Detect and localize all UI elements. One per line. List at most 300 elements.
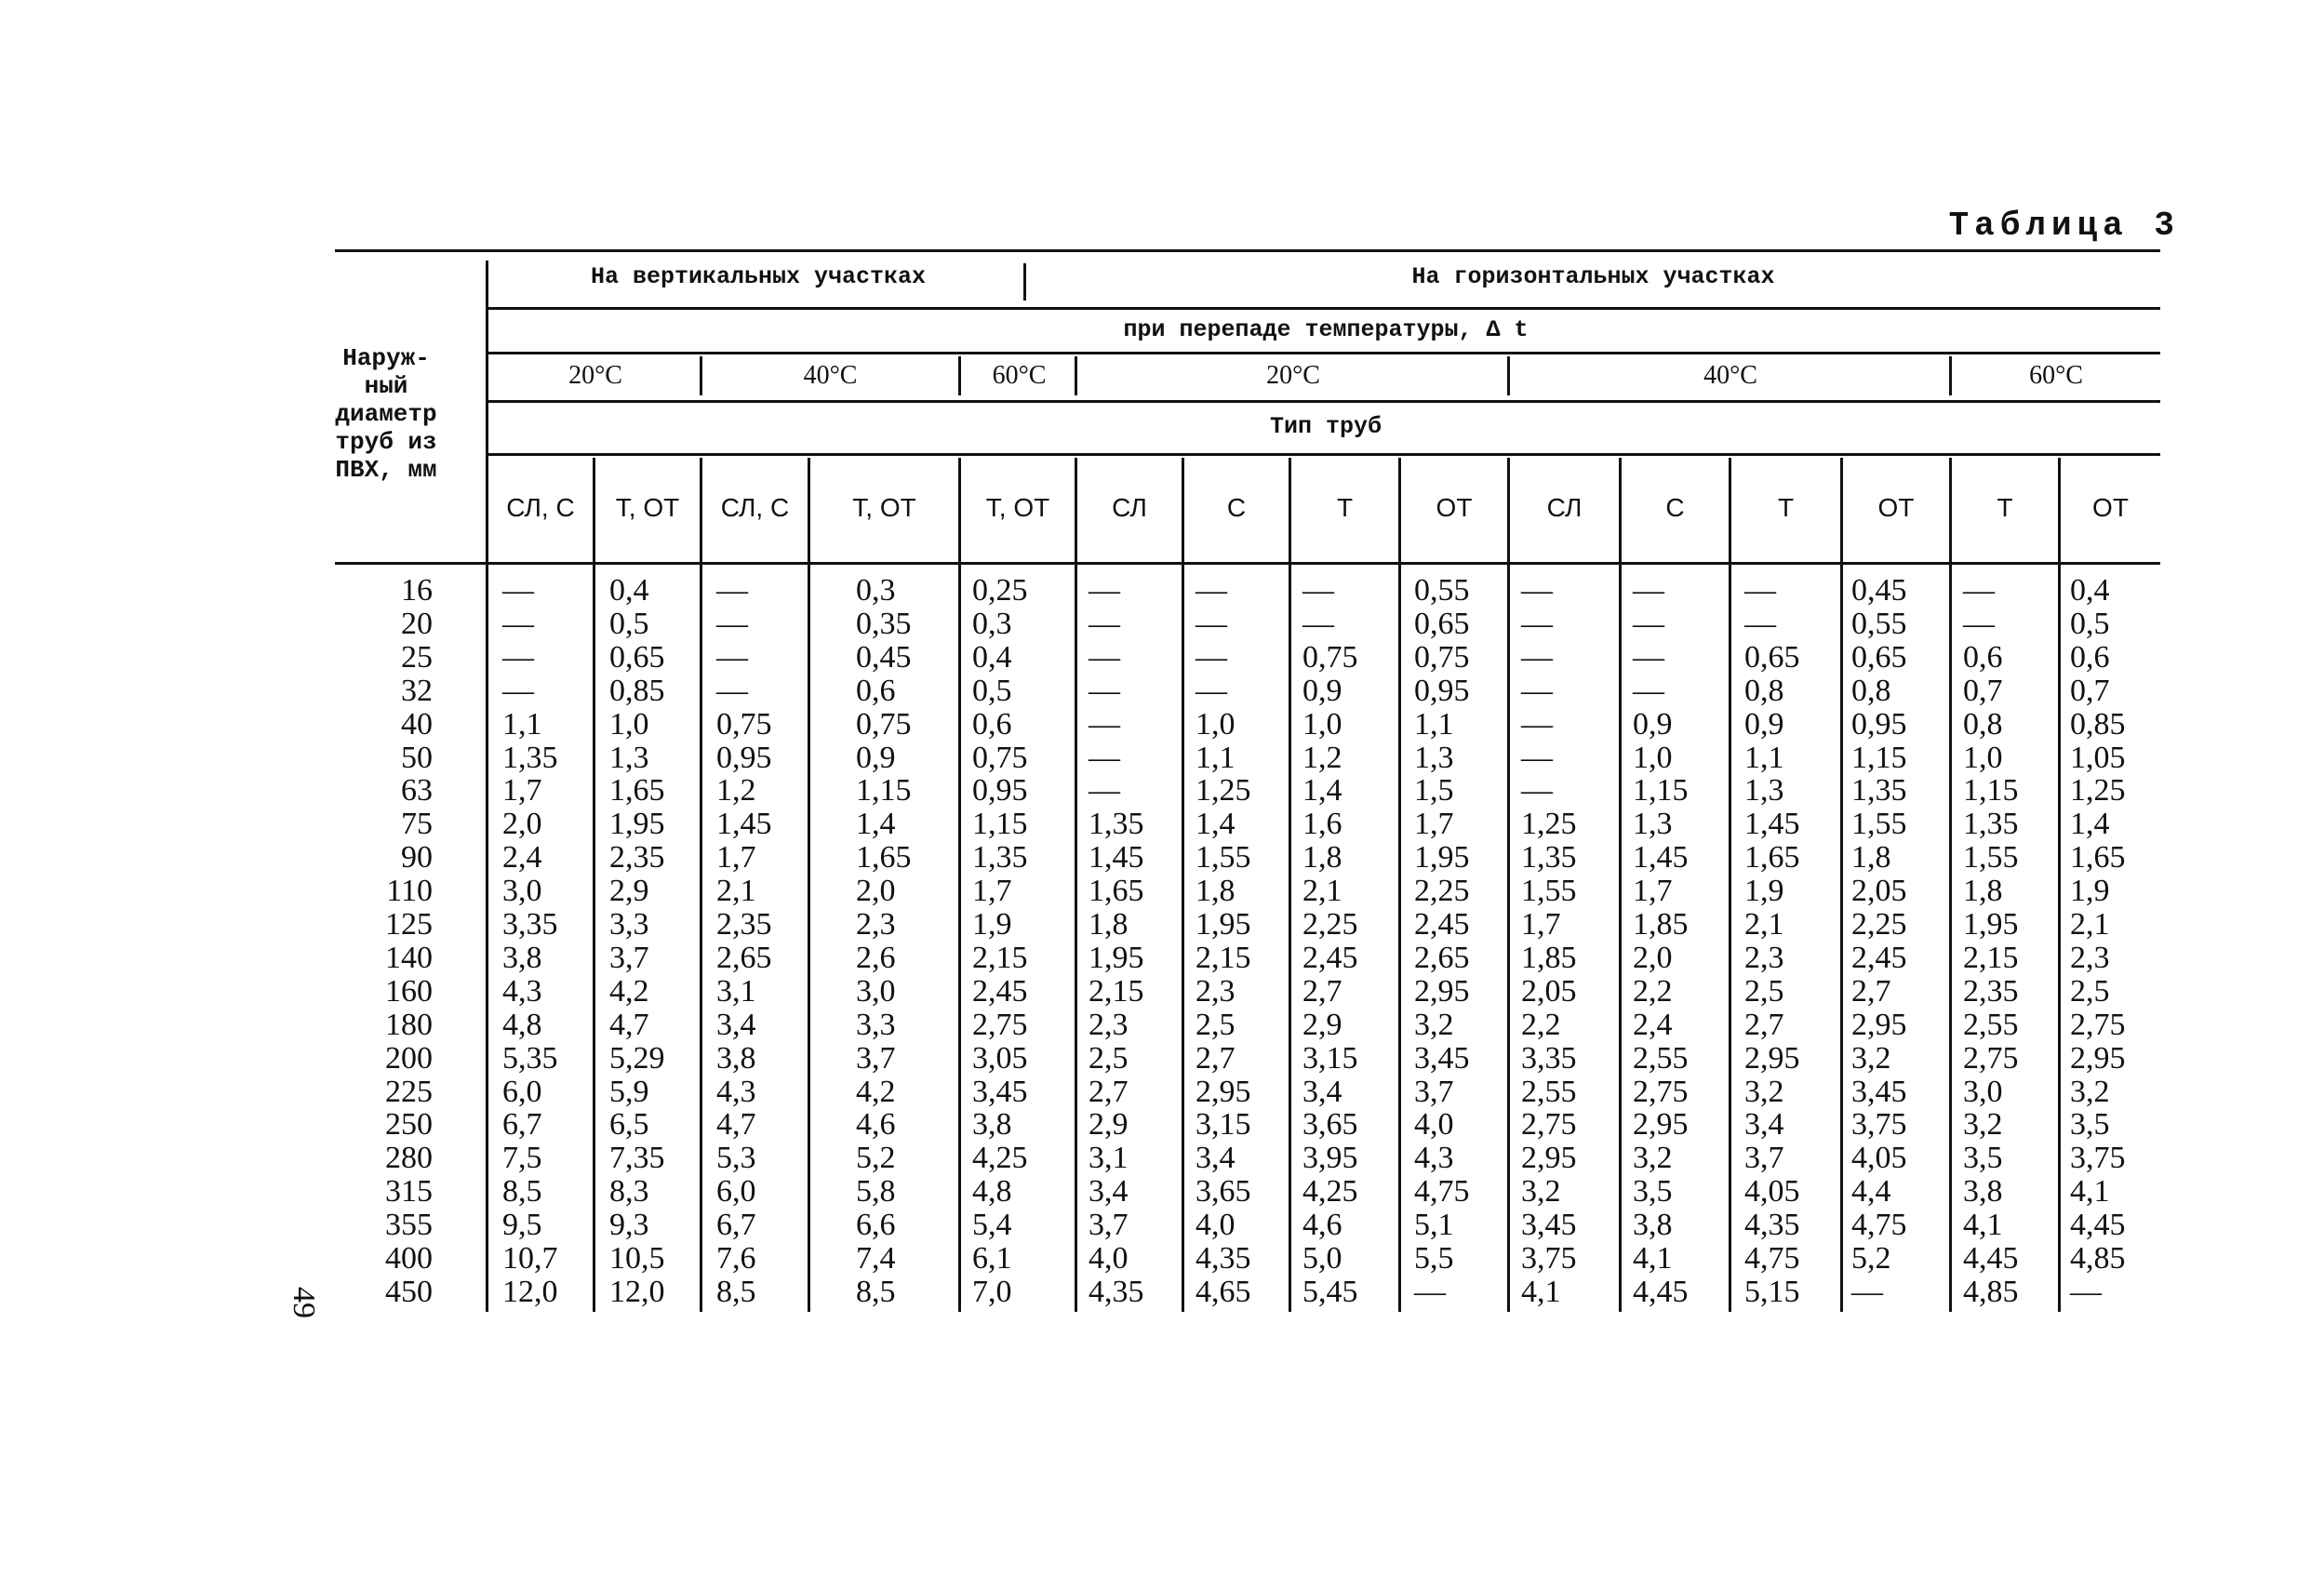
value-cell: — xyxy=(1633,606,1664,641)
table-row xyxy=(0,1108,2324,1142)
temp-header: 60°C xyxy=(992,361,1047,390)
value-cell: 3,5 xyxy=(2070,1107,2110,1143)
value-cell: 0,9 xyxy=(856,740,896,775)
value-cell: 1,35 xyxy=(502,740,558,775)
diameter-cell: 315 xyxy=(385,1174,433,1209)
value-cell: 2,45 xyxy=(1302,940,1358,975)
stub-header xyxy=(316,344,456,484)
value-cell: 6,1 xyxy=(972,1241,1012,1276)
value-cell: 2,55 xyxy=(1521,1074,1577,1109)
value-cell: 2,9 xyxy=(1302,1007,1342,1042)
table-row xyxy=(0,942,2324,975)
value-cell: 5,5 xyxy=(1414,1241,1454,1276)
value-cell: — xyxy=(1521,573,1553,608)
table-row xyxy=(0,608,2324,641)
value-cell: 2,0 xyxy=(856,874,896,909)
value-cell: — xyxy=(1089,740,1120,775)
value-cell: 0,8 xyxy=(1851,673,1891,708)
value-cell: 0,95 xyxy=(1851,706,1907,742)
column-header: Т xyxy=(1777,493,1795,522)
pipe-type-header: Тип труб xyxy=(1269,413,1382,440)
value-cell: 0,55 xyxy=(1414,573,1470,608)
value-cell: 1,3 xyxy=(1744,773,1784,809)
value-cell: 0,45 xyxy=(1851,573,1907,608)
value-cell: 3,45 xyxy=(972,1074,1028,1109)
value-cell: 5,15 xyxy=(1744,1274,1800,1309)
temperature-difference-header: при перепаде температуры, Δ t xyxy=(1123,316,1529,343)
value-cell: 5,2 xyxy=(1851,1241,1891,1276)
value-cell: 1,15 xyxy=(972,807,1028,842)
column-header: ОТ xyxy=(1436,493,1473,522)
column-header: Т xyxy=(1997,493,2013,522)
header-divider xyxy=(1023,263,1026,301)
diameter-cell: 180 xyxy=(385,1007,433,1042)
value-cell: 2,75 xyxy=(1633,1074,1689,1109)
value-cell: 5,29 xyxy=(609,1040,665,1076)
value-cell: 0,6 xyxy=(856,673,896,708)
value-cell: 3,8 xyxy=(972,1107,1012,1143)
value-cell: 0,6 xyxy=(2070,639,2110,675)
header-divider xyxy=(958,356,961,395)
value-cell: 1,45 xyxy=(1633,840,1689,875)
value-cell: 6,7 xyxy=(502,1107,542,1143)
value-cell: 3,7 xyxy=(1744,1141,1784,1176)
header-divider xyxy=(1075,356,1077,395)
table-row xyxy=(0,1142,2324,1175)
value-cell: 2,4 xyxy=(502,840,542,875)
value-cell: 2,7 xyxy=(1089,1074,1129,1109)
value-cell: — xyxy=(1195,573,1227,608)
value-cell: 1,0 xyxy=(1302,706,1342,742)
stub-header-line: ПВХ, мм xyxy=(335,456,437,484)
value-cell: 3,05 xyxy=(972,1040,1028,1076)
value-cell: 1,65 xyxy=(2070,840,2126,875)
value-cell: 0,8 xyxy=(1963,706,2003,742)
value-cell: 4,3 xyxy=(502,973,542,1009)
value-cell: 2,7 xyxy=(1195,1040,1235,1076)
value-cell: 1,4 xyxy=(856,807,896,842)
value-cell: 2,75 xyxy=(972,1007,1028,1042)
column-header: Т, ОТ xyxy=(985,493,1050,522)
value-cell: 0,9 xyxy=(1744,706,1784,742)
value-cell: 3,4 xyxy=(1089,1174,1129,1209)
value-cell: 2,3 xyxy=(1744,940,1784,975)
value-cell: 1,3 xyxy=(609,740,649,775)
value-cell: 5,0 xyxy=(1302,1241,1342,1276)
value-cell: 0,3 xyxy=(856,573,896,608)
value-cell: 2,15 xyxy=(1963,940,2019,975)
diameter-cell: 200 xyxy=(385,1040,433,1076)
value-cell: 1,95 xyxy=(1414,840,1470,875)
diameter-cell: 40 xyxy=(401,706,433,742)
table-row xyxy=(0,1009,2324,1042)
table-row xyxy=(0,774,2324,808)
value-cell: 4,75 xyxy=(1744,1241,1800,1276)
value-cell: 3,15 xyxy=(1195,1107,1251,1143)
value-cell: — xyxy=(716,606,748,641)
table-row xyxy=(0,1276,2324,1309)
value-cell: 0,35 xyxy=(856,606,912,641)
value-cell: 2,95 xyxy=(1414,973,1470,1009)
value-cell: 1,0 xyxy=(1195,706,1235,742)
value-cell: 4,05 xyxy=(1851,1141,1907,1176)
value-cell: 2,45 xyxy=(1414,907,1470,942)
header-rule-4 xyxy=(488,453,2160,456)
value-cell: 9,5 xyxy=(502,1208,542,1243)
value-cell: 0,9 xyxy=(1633,706,1673,742)
value-cell: 3,75 xyxy=(1521,1241,1577,1276)
value-cell: 1,65 xyxy=(856,840,912,875)
value-cell: 2,1 xyxy=(716,874,756,909)
value-cell: 6,5 xyxy=(609,1107,649,1143)
value-cell: 0,7 xyxy=(2070,673,2110,708)
value-cell: 2,95 xyxy=(2070,1040,2126,1076)
value-cell: 2,3 xyxy=(856,907,896,942)
table-row xyxy=(0,641,2324,675)
value-cell: 1,4 xyxy=(1195,807,1235,842)
value-cell: 3,1 xyxy=(716,973,756,1009)
value-cell: 1,7 xyxy=(1414,807,1454,842)
value-cell: 2,95 xyxy=(1633,1107,1689,1143)
value-cell: 2,05 xyxy=(1851,874,1907,909)
diameter-cell: 110 xyxy=(386,874,433,909)
value-cell: — xyxy=(1195,673,1227,708)
value-cell: 1,55 xyxy=(1851,807,1907,842)
value-cell: 7,0 xyxy=(972,1274,1012,1309)
temp-header: 20°C xyxy=(568,361,622,390)
page-number: 49 xyxy=(287,1287,321,1318)
value-cell: 4,85 xyxy=(2070,1241,2126,1276)
value-cell: 8,3 xyxy=(609,1174,649,1209)
value-cell: 0,25 xyxy=(972,573,1028,608)
value-cell: 2,9 xyxy=(1089,1107,1129,1143)
value-cell: 3,3 xyxy=(609,907,649,942)
diameter-cell: 160 xyxy=(385,973,433,1009)
value-cell: 2,75 xyxy=(1521,1107,1577,1143)
value-cell: — xyxy=(1521,673,1553,708)
horizontal-sections-header: На горизонтальных участках xyxy=(1411,263,1775,290)
value-cell: 0,9 xyxy=(1302,673,1342,708)
value-cell: 0,6 xyxy=(972,706,1012,742)
value-cell: 5,9 xyxy=(609,1074,649,1109)
value-cell: 3,3 xyxy=(856,1007,896,1042)
header-rule-3 xyxy=(488,400,2160,403)
value-cell: 2,5 xyxy=(1089,1040,1129,1076)
value-cell: 0,75 xyxy=(1414,639,1470,675)
value-cell: 0,85 xyxy=(2070,706,2126,742)
value-cell: — xyxy=(1521,740,1553,775)
header-rule-1 xyxy=(488,307,2160,310)
value-cell: 7,4 xyxy=(856,1241,896,1276)
value-cell: 2,3 xyxy=(1089,1007,1129,1042)
table-row xyxy=(0,1242,2324,1276)
value-cell: 3,4 xyxy=(716,1007,756,1042)
value-cell: — xyxy=(1302,573,1334,608)
value-cell: — xyxy=(1089,606,1120,641)
value-cell: 2,65 xyxy=(1414,940,1470,975)
column-header: Т xyxy=(1336,493,1354,522)
value-cell: 2,95 xyxy=(1744,1040,1800,1076)
value-cell: 0,95 xyxy=(1414,673,1470,708)
value-cell: 4,0 xyxy=(1089,1241,1129,1276)
value-cell: — xyxy=(716,673,748,708)
value-cell: 7,35 xyxy=(609,1141,665,1176)
value-cell: 2,15 xyxy=(1089,973,1144,1009)
value-cell: 5,3 xyxy=(716,1141,756,1176)
value-cell: 2,05 xyxy=(1521,973,1577,1009)
stub-header-line: труб из xyxy=(335,428,437,456)
value-cell: — xyxy=(1521,606,1553,641)
value-cell: 2,0 xyxy=(502,807,542,842)
value-cell: 0,5 xyxy=(2070,606,2110,641)
value-cell: 8,5 xyxy=(716,1274,756,1309)
value-cell: 3,75 xyxy=(1851,1107,1907,1143)
value-cell: — xyxy=(1521,706,1553,742)
value-cell: 1,1 xyxy=(1414,706,1454,742)
diameter-cell: 90 xyxy=(401,840,433,875)
value-cell: 3,0 xyxy=(1963,1074,2003,1109)
value-cell: 1,8 xyxy=(1302,840,1342,875)
value-cell: — xyxy=(502,573,534,608)
column-header: С xyxy=(1665,493,1685,522)
value-cell: 5,45 xyxy=(1302,1274,1358,1309)
value-cell: 4,75 xyxy=(1851,1208,1907,1243)
value-cell: 1,1 xyxy=(1195,740,1235,775)
value-cell: 4,45 xyxy=(2070,1208,2126,1243)
value-cell: 3,8 xyxy=(1963,1174,2003,1209)
value-cell: 0,75 xyxy=(972,740,1028,775)
value-cell: 3,2 xyxy=(1521,1174,1561,1209)
value-cell: 0,45 xyxy=(856,639,912,675)
value-cell: 5,4 xyxy=(972,1208,1012,1243)
value-cell: 7,6 xyxy=(716,1241,756,1276)
value-cell: 10,7 xyxy=(502,1241,558,1276)
value-cell: 2,45 xyxy=(1851,940,1907,975)
value-cell: 3,2 xyxy=(2070,1074,2110,1109)
value-cell: 2,35 xyxy=(609,840,665,875)
value-cell: 2,9 xyxy=(609,874,649,909)
value-cell: 1,25 xyxy=(1521,807,1577,842)
value-cell: — xyxy=(716,639,748,675)
value-cell: — xyxy=(1089,639,1120,675)
value-cell: 2,7 xyxy=(1744,1007,1784,1042)
column-header: СЛ, С xyxy=(720,493,790,522)
value-cell: 1,0 xyxy=(1633,740,1673,775)
table-row xyxy=(0,1042,2324,1076)
value-cell: 3,7 xyxy=(1089,1208,1129,1243)
value-cell: 3,8 xyxy=(716,1040,756,1076)
value-cell: 0,95 xyxy=(716,740,772,775)
header-bottom-rule xyxy=(335,562,2160,565)
value-cell: 7,5 xyxy=(502,1141,542,1176)
value-cell: 2,2 xyxy=(1521,1007,1561,1042)
table-title: Таблица 3 xyxy=(1948,207,2180,245)
value-cell: 0,75 xyxy=(856,706,912,742)
value-cell: 0,55 xyxy=(1851,606,1907,641)
value-cell: 1,8 xyxy=(1089,907,1129,942)
value-cell: 1,35 xyxy=(1089,807,1144,842)
value-cell: 1,0 xyxy=(609,706,649,742)
value-cell: 1,8 xyxy=(1963,874,2003,909)
value-cell: 2,75 xyxy=(1963,1040,2019,1076)
value-cell: — xyxy=(502,639,534,675)
value-cell: 3,2 xyxy=(1414,1007,1454,1042)
value-cell: 2,75 xyxy=(2070,1007,2126,1042)
value-cell: — xyxy=(1414,1274,1446,1309)
value-cell: 2,1 xyxy=(1302,874,1342,909)
value-cell: 6,7 xyxy=(716,1208,756,1243)
value-cell: 2,95 xyxy=(1851,1007,1907,1042)
table-row xyxy=(0,1175,2324,1209)
value-cell: 3,2 xyxy=(1963,1107,2003,1143)
value-cell: 2,1 xyxy=(2070,907,2110,942)
value-cell: 2,5 xyxy=(1744,973,1784,1009)
value-cell: 4,8 xyxy=(972,1174,1012,1209)
diameter-cell: 355 xyxy=(385,1208,433,1243)
diameter-cell: 280 xyxy=(385,1141,433,1176)
table-row xyxy=(0,708,2324,742)
value-cell: 1,9 xyxy=(2070,874,2110,909)
value-cell: 4,4 xyxy=(1851,1174,1891,1209)
value-cell: 0,6 xyxy=(1963,639,2003,675)
value-cell: 5,1 xyxy=(1414,1208,1454,1243)
value-cell: — xyxy=(1851,1274,1883,1309)
value-cell: 8,5 xyxy=(502,1174,542,1209)
value-cell: 0,7 xyxy=(1963,673,2003,708)
value-cell: 4,35 xyxy=(1195,1241,1251,1276)
value-cell: 2,5 xyxy=(1195,1007,1235,1042)
value-cell: 8,5 xyxy=(856,1274,896,1309)
value-cell: 0,8 xyxy=(1744,673,1784,708)
table-row xyxy=(0,675,2324,708)
value-cell: 1,55 xyxy=(1195,840,1251,875)
value-cell: 0,75 xyxy=(1302,639,1358,675)
value-cell: 2,55 xyxy=(1633,1040,1689,1076)
value-cell: 2,45 xyxy=(972,973,1028,1009)
value-cell: 1,8 xyxy=(1851,840,1891,875)
value-cell: 2,25 xyxy=(1851,907,1907,942)
temp-header: 40°C xyxy=(1703,361,1757,390)
value-cell: 1,95 xyxy=(1089,940,1144,975)
value-cell: — xyxy=(1633,673,1664,708)
table-row xyxy=(0,875,2324,908)
value-cell: 1,45 xyxy=(716,807,772,842)
value-cell: 3,8 xyxy=(502,940,542,975)
value-cell: 1,9 xyxy=(1744,874,1784,909)
value-cell: 4,8 xyxy=(502,1007,542,1042)
vertical-sections-header: На вертикальных участках xyxy=(590,263,927,290)
value-cell: 3,1 xyxy=(1089,1141,1129,1176)
column-header: Т, ОТ xyxy=(615,493,680,522)
value-cell: 1,15 xyxy=(1633,773,1689,809)
value-cell: 2,35 xyxy=(1963,973,2019,1009)
value-cell: 2,4 xyxy=(1633,1007,1673,1042)
column-header: СЛ xyxy=(1112,493,1147,522)
header-divider xyxy=(1507,356,1510,395)
temp-header: 40°C xyxy=(803,361,858,390)
value-cell: 1,55 xyxy=(1963,840,2019,875)
value-cell: 3,4 xyxy=(1195,1141,1235,1176)
value-cell: 4,3 xyxy=(1414,1141,1454,1176)
value-cell: 0,4 xyxy=(2070,573,2110,608)
value-cell: 1,65 xyxy=(1744,840,1800,875)
value-cell: 4,25 xyxy=(972,1141,1028,1176)
table-row xyxy=(0,742,2324,775)
value-cell: — xyxy=(1633,573,1664,608)
value-cell: 1,15 xyxy=(1851,740,1907,775)
value-cell: 5,8 xyxy=(856,1174,896,1209)
value-cell: — xyxy=(1089,706,1120,742)
diameter-cell: 20 xyxy=(401,606,433,641)
value-cell: 1,1 xyxy=(1744,740,1784,775)
value-cell: — xyxy=(502,673,534,708)
value-cell: 3,8 xyxy=(1633,1208,1673,1243)
value-cell: 2,25 xyxy=(1414,874,1470,909)
diameter-cell: 225 xyxy=(385,1074,433,1109)
value-cell: 0,5 xyxy=(609,606,649,641)
value-cell: 0,3 xyxy=(972,606,1012,641)
value-cell: 1,7 xyxy=(716,840,756,875)
value-cell: 4,45 xyxy=(1963,1241,2019,1276)
table-row xyxy=(0,1076,2324,1109)
value-cell: 2,65 xyxy=(716,940,772,975)
value-cell: — xyxy=(716,573,748,608)
value-cell: 3,4 xyxy=(1744,1107,1784,1143)
value-cell: 3,0 xyxy=(502,874,542,909)
value-cell: 3,7 xyxy=(1414,1074,1454,1109)
value-cell: 3,7 xyxy=(609,940,649,975)
header-rule-2 xyxy=(488,352,2160,354)
table-row xyxy=(0,975,2324,1009)
value-cell: 4,2 xyxy=(856,1074,896,1109)
diameter-cell: 75 xyxy=(401,807,433,842)
value-cell: 0,65 xyxy=(1414,606,1470,641)
column-header: СЛ xyxy=(1546,493,1583,522)
stub-header-line: ный xyxy=(364,372,408,400)
table-row xyxy=(0,808,2324,841)
value-cell: 1,5 xyxy=(1414,773,1454,809)
value-cell: 1,55 xyxy=(1521,874,1577,909)
value-cell: 4,35 xyxy=(1089,1274,1144,1309)
value-cell: 1,8 xyxy=(1195,874,1235,909)
diameter-cell: 25 xyxy=(401,639,433,675)
value-cell: 3,45 xyxy=(1414,1040,1470,1076)
value-cell: 0,95 xyxy=(972,773,1028,809)
value-cell: 3,45 xyxy=(1851,1074,1907,1109)
diameter-cell: 50 xyxy=(401,740,433,775)
value-cell: 3,35 xyxy=(502,907,558,942)
value-cell: 2,3 xyxy=(1195,973,1235,1009)
value-cell: 4,1 xyxy=(1963,1208,2003,1243)
value-cell: — xyxy=(1744,606,1776,641)
value-cell: 1,95 xyxy=(1195,907,1251,942)
value-cell: 4,75 xyxy=(1414,1174,1470,1209)
value-cell: 1,3 xyxy=(1414,740,1454,775)
value-cell: 4,6 xyxy=(1302,1208,1342,1243)
temp-header: 60°C xyxy=(2029,361,2083,390)
value-cell: 1,25 xyxy=(1195,773,1251,809)
table-row xyxy=(0,1209,2324,1242)
value-cell: 1,35 xyxy=(1851,773,1907,809)
value-cell: 2,35 xyxy=(716,907,772,942)
value-cell: 2,5 xyxy=(2070,973,2110,1009)
value-cell: — xyxy=(2070,1274,2102,1309)
value-cell: 2,1 xyxy=(1744,907,1784,942)
value-cell: 1,7 xyxy=(1633,874,1673,909)
value-cell: 9,3 xyxy=(609,1208,649,1243)
value-cell: 0,85 xyxy=(609,673,665,708)
value-cell: 4,25 xyxy=(1302,1174,1358,1209)
